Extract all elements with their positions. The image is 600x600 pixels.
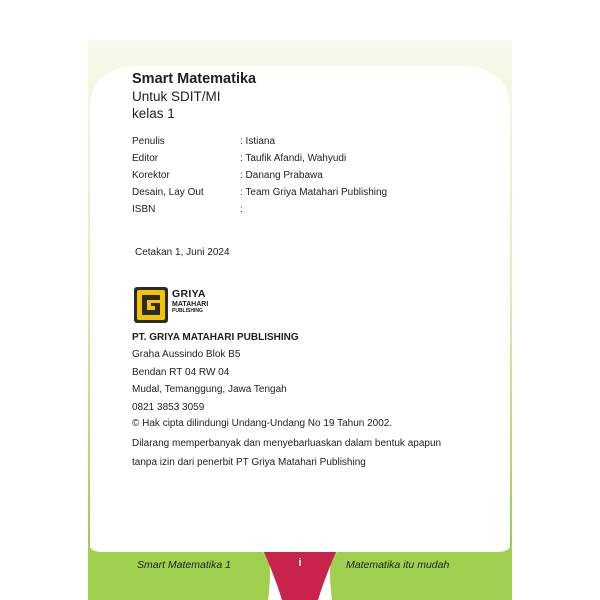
book-subtitle: Untuk SDIT/MI — [132, 89, 221, 104]
credit-value: : Team Griya Matahari Publishing — [240, 187, 388, 198]
phone-number: 0821 3853 3059 — [132, 401, 205, 413]
copyright-line: tanpa izin dari penerbit PT Griya Matahari Publishing — [132, 457, 366, 468]
edition-info: Cetakan 1, Juni 2024 — [135, 247, 230, 258]
publisher-logo — [134, 287, 214, 323]
credit-row — [132, 187, 387, 204]
credit-label: ISBN — [132, 204, 156, 215]
footer-book-title: Smart Matematika 1 — [137, 559, 231, 571]
logo-line-publishing: PUBLISHING — [172, 307, 203, 314]
copyright-line: © Hak cipta dilindungi Undang-Undang No 19 Tahun 2002. — [132, 418, 393, 429]
credit-row — [132, 170, 387, 187]
page-number: i — [298, 557, 302, 569]
book-grade: kelas 1 — [132, 106, 175, 121]
logo-wordmark — [172, 289, 208, 314]
credit-row — [132, 136, 387, 153]
copyright-line: Dilarang memperbanyak dan menyebarluaskan dalam bentuk apapun — [132, 437, 442, 449]
book-title: Smart Matematika — [132, 71, 257, 87]
address-line: Graha Aussindo Blok B5 — [132, 349, 241, 360]
credits-list — [132, 136, 387, 221]
credit-row — [132, 153, 387, 170]
publisher-address — [132, 349, 287, 419]
address-line: Mudal, Temanggung, Jawa Tengah — [132, 384, 287, 395]
credit-label: Editor — [132, 153, 159, 164]
logo-line-matahari: MATAHARI — [172, 300, 209, 308]
publisher-name: PT. GRIYA MATAHARI PUBLISHING — [132, 332, 299, 343]
footer-tagline: Matematika itu mudah — [346, 559, 450, 571]
credit-row — [132, 204, 387, 221]
logo-emblem-icon — [134, 287, 168, 323]
credit-value: : Danang Prabawa — [240, 170, 323, 181]
copyright-notice — [132, 418, 441, 477]
credit-value: : Taufik Afandi, Wahyudi — [240, 153, 347, 164]
book-page — [88, 0, 512, 600]
credit-label: Penulis — [132, 136, 165, 147]
logo-line-griya: GRIYA — [172, 288, 206, 300]
credit-value: : Istiana — [240, 136, 276, 147]
credit-value: : — [240, 204, 243, 215]
credit-label: Korektor — [132, 170, 170, 181]
credit-label: Desain, Lay Out — [132, 187, 204, 198]
address-line: Bendan RT 04 RW 04 — [132, 366, 230, 378]
